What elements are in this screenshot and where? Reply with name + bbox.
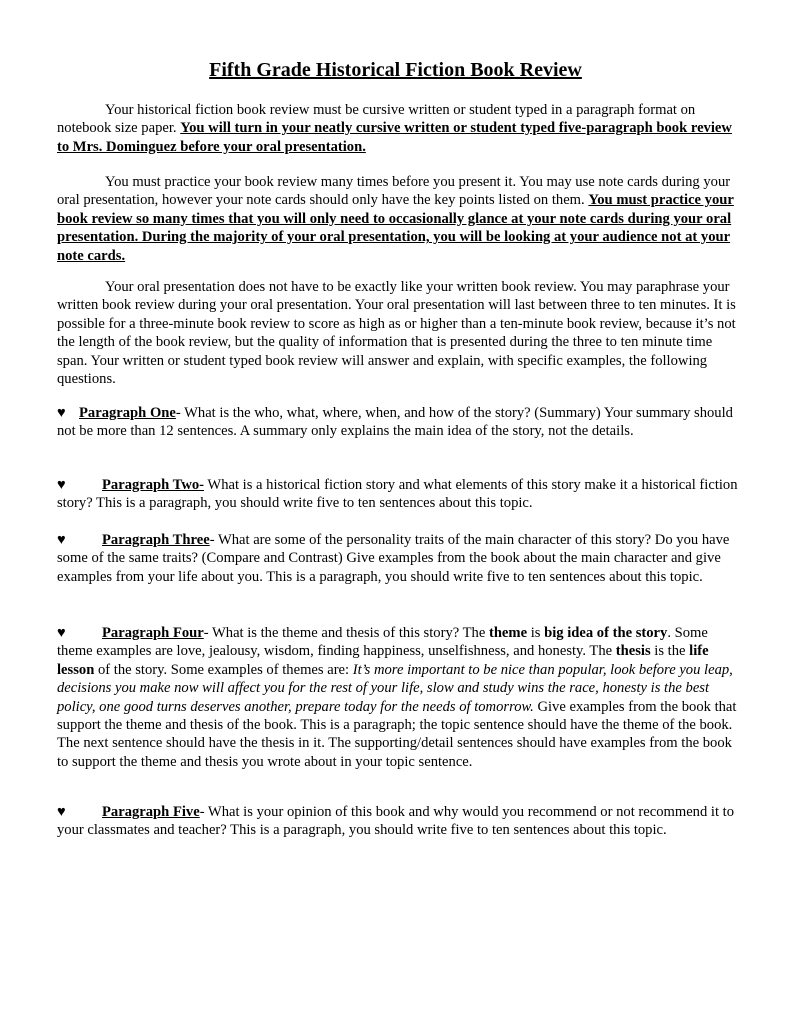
- theme-examples: It’s more important to be nice than popular, look before you leap, decisions you make now will affect you for the rest of your life, slow and study wins the race, honesty is the best policy, one good turns deserves another, prepare today for the needs of tomorrow.: [57, 661, 733, 715]
- heart-bullet-icon: ♥: [57, 405, 66, 421]
- paragraph-five-heading: Paragraph Five: [102, 804, 200, 820]
- intro-emphasis: You will turn in your neatly cursive written or student typed five-paragraph book review to Mrs. Dominguez before your oral presentation.: [57, 120, 732, 155]
- paragraph-four-heading: Paragraph Four: [102, 625, 204, 641]
- paragraph-three-heading: Paragraph Three: [102, 532, 210, 548]
- paragraph-four-text-4: is the: [650, 643, 690, 660]
- intro-text: Your historical fiction book review must be cursive written or student typed in a paragraph format on notebook size paper.: [57, 102, 696, 137]
- practice-emphasis: You must practice your book review so many times that you will only need to occasionally glance at your note cards during your oral presentation. During the majority of your oral presentation, you will be looking at your audience not at your note cards.: [57, 192, 734, 264]
- practice-paragraph: [57, 173, 739, 265]
- oral-text: Your oral presentation does not have to be exactly like your written book review. You may paraphrase your written book review during your oral presentation. Your oral presentation will last between three to ten minutes. It is possible for a three-minute book review to score as high as or higher than a ten-minute book review, because it’s not the length of the book review, but the quality of information that is presented during the three to ten minute time span. Your written or student typed book review will answer and explain, with specific examples, the following questions.: [57, 279, 736, 388]
- practice-text: You must practice your book review many times before you present it. You may use note cards during your oral presentation, however your note cards should only have the key points listed on them.: [57, 174, 731, 209]
- paragraph-three-item: [57, 531, 739, 586]
- intro-paragraph: [57, 101, 739, 156]
- paragraph-two-text: What is a historical fiction story and what elements of this story make it a historical fiction story? This is a paragraph, you should write five to ten sentences about this topic.: [57, 477, 738, 512]
- life-lesson-phrase: life lesson: [57, 643, 709, 678]
- document-title: Fifth Grade Historical Fiction Book Review: [209, 59, 582, 81]
- paragraph-four-text-5: of the story. Some examples of themes are:: [94, 661, 353, 678]
- paragraph-two-heading: Paragraph Two-: [102, 477, 205, 493]
- paragraph-three-text: - What are some of the personality traits of the main character of this story? Do you have some of the same traits? (Compare and Contrast) Give examples from the book about the main character and give examples from your life about you. This is a paragraph, you should write five to ten sentences about this topic.: [57, 532, 730, 585]
- paragraph-one-text: - What is the who, what, where, when, and how of the story? (Summary) Your summary should not be more than 12 sentences. A summary only explains the main idea of the story, not the details.: [57, 405, 733, 440]
- big-idea-phrase: big idea of the story: [544, 625, 668, 641]
- paragraph-five-item: [57, 803, 739, 840]
- oral-presentation-paragraph: [57, 278, 739, 388]
- heart-bullet-icon: ♥: [57, 477, 66, 493]
- heart-bullet-icon: ♥: [57, 804, 66, 820]
- heart-bullet-icon: ♥: [57, 625, 66, 641]
- paragraph-four-text-3: . Some theme examples are love, jealousy, wisdom, finding happiness, unselfishness, and honesty. The: [57, 625, 708, 660]
- paragraph-four-text-2: is: [527, 625, 545, 641]
- paragraph-four-item: [57, 624, 739, 771]
- paragraph-one-item: [57, 404, 739, 441]
- paragraph-four-text-1: - What is the theme and thesis of this story? The: [203, 625, 489, 641]
- heart-bullet-icon: ♥: [57, 532, 66, 548]
- theme-word: theme: [488, 625, 528, 641]
- thesis-word: thesis: [615, 643, 651, 660]
- paragraph-five-text: - What is your opinion of this book and why would you recommend or not recommend it to your classmates and teacher? This is a paragraph, you should write five to ten sentences about this topic.: [57, 804, 735, 839]
- paragraph-one-heading: Paragraph One: [79, 405, 176, 421]
- paragraph-four-text-6: Give examples from the book that support the theme and thesis of the book. This is a paragraph; the topic sentence should have the theme of the book. The next sentence should have the thesis in it. The supporting/detail sentences should have examples from the book to support the theme and thesis you wrote about in your topic sentence.: [57, 698, 737, 770]
- paragraph-two-item: [57, 476, 739, 513]
